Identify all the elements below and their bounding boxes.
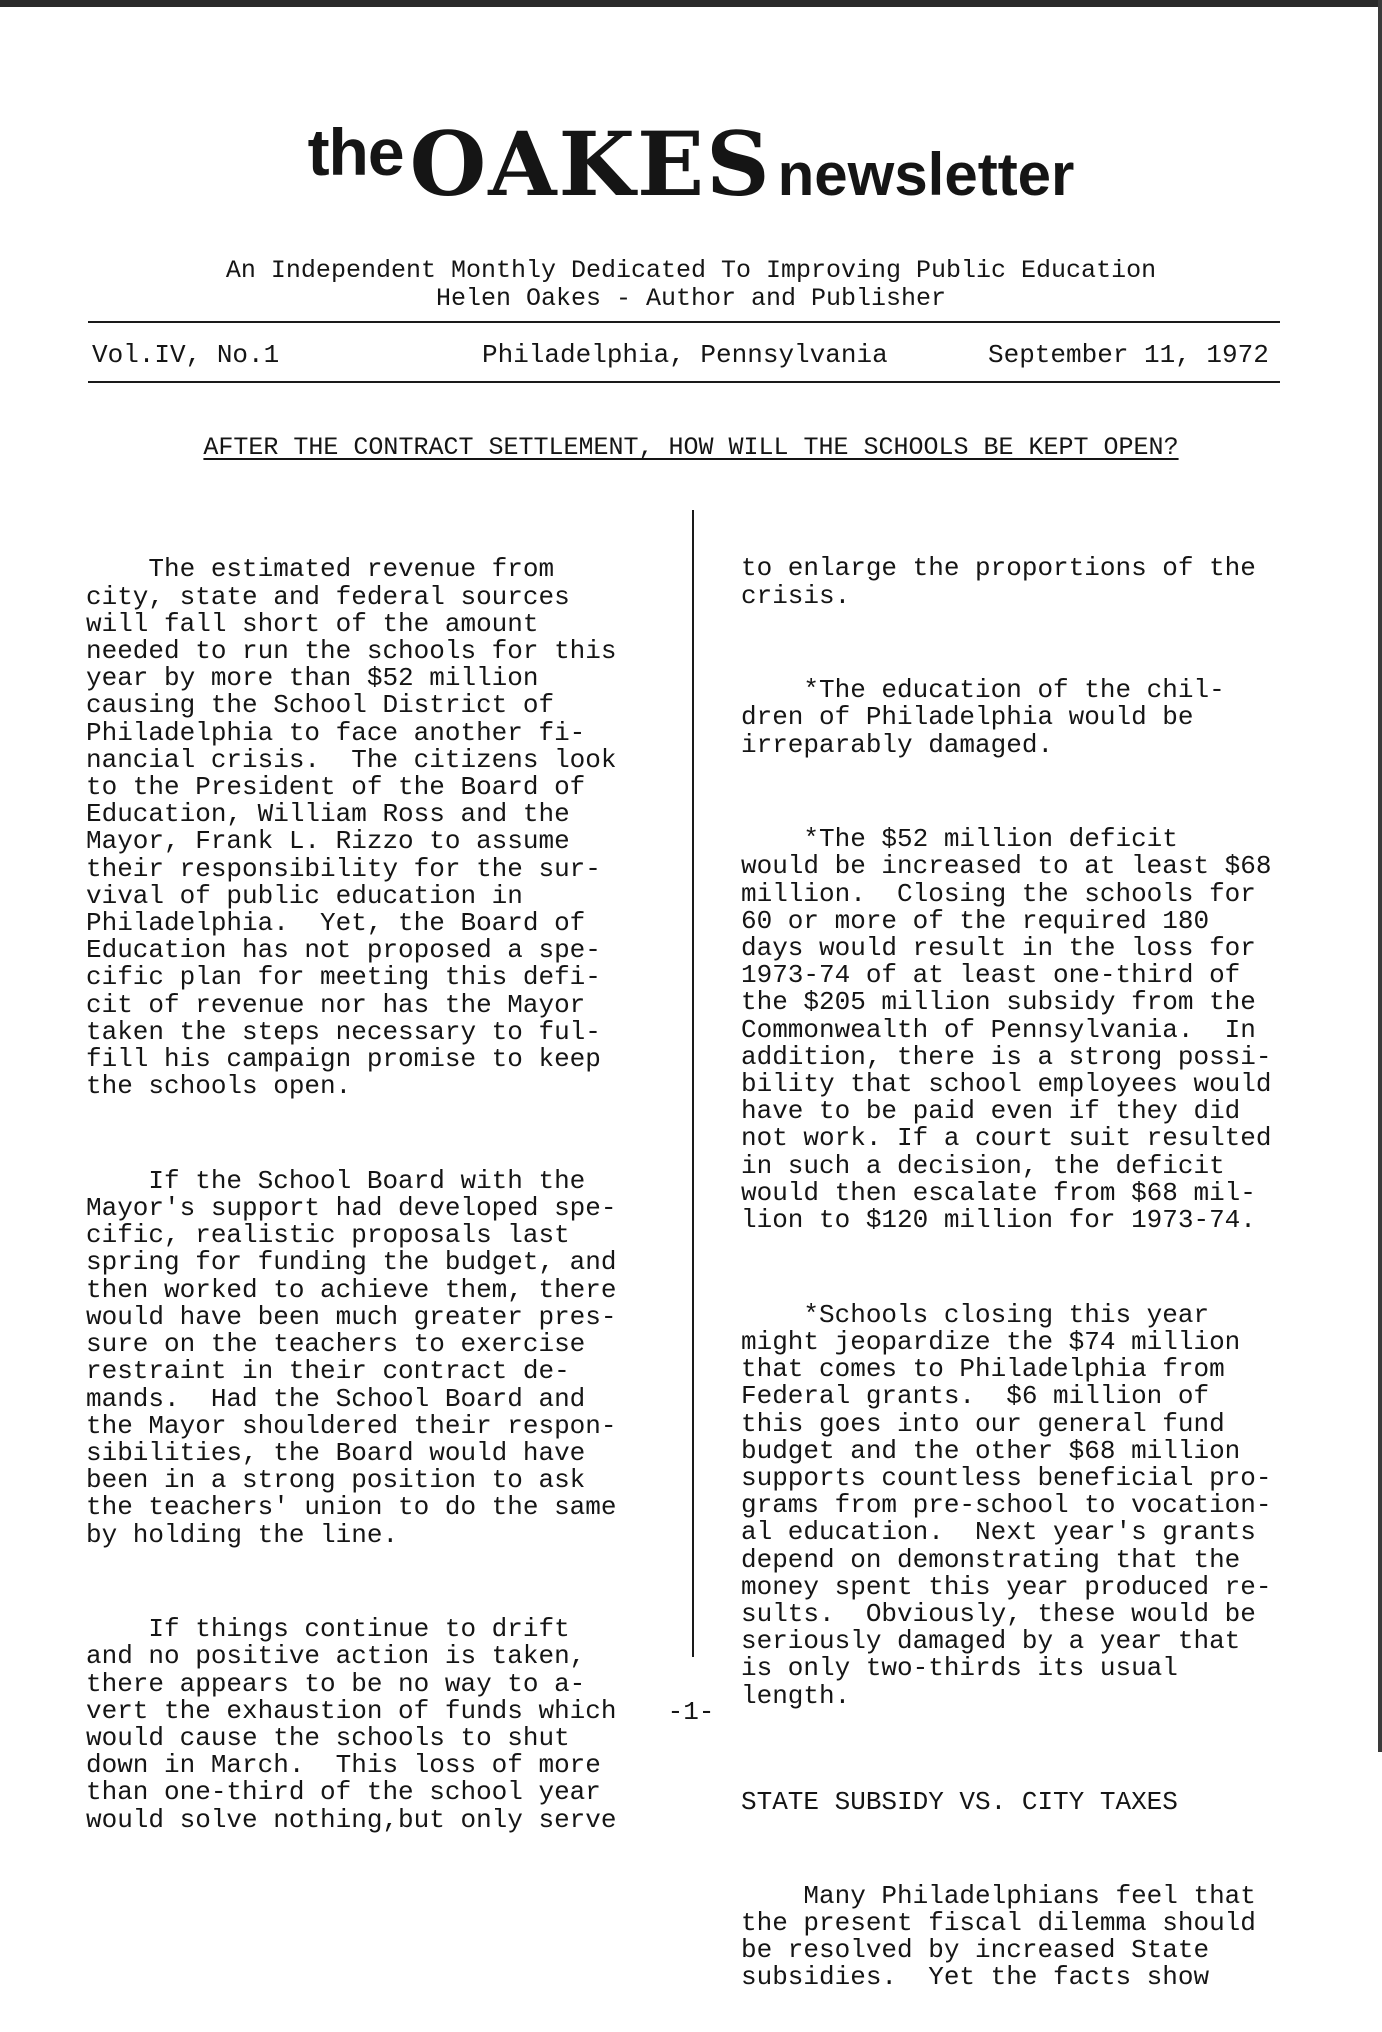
issue-volume: Vol.IV, No.1 bbox=[92, 340, 280, 370]
masthead-title bbox=[0, 112, 1382, 216]
paragraph: *Schools closing this year might jeopardize the $74 million that comes to Philadelphia from Federal grants. $6 million of this goes into our general fund budget and the other $68 million supports countless beneficial pro- grams from pre-school to vocation- al education. Next year's grants depend on demonstrating that the money spent this year produced re- sults. Obviously, these would be seriously damaged by a year that is only two-thirds its usual length. bbox=[741, 1299, 1272, 1711]
paragraph: to enlarge the proportions of the crisis. bbox=[741, 553, 1256, 611]
paragraph: If things continue to drift and no positive action is taken, there appears to be no way to a- vert the exhaustion of funds which would cause the schools to shut down in March. This loss of more than one-third of the school year would solve nothing,but only serve bbox=[86, 1614, 617, 1835]
paragraph: If the School Board with the Mayor's support had developed spe- cific, realistic proposals last spring for funding the budget, and then worked to achieve them, there would have been much greater pres- sure on the teachers to exercise restraint in their contract de- mands. Had the School Board and the Mayor shouldered their respon- sibilities, the Board would have been in a strong position to ask the teachers' union to do the same by holding the line. bbox=[86, 1165, 617, 1550]
top-rule bbox=[88, 321, 1280, 323]
masthead-word-newsletter: newsletter bbox=[777, 141, 1075, 208]
issue-date: September 11, 1972 bbox=[988, 340, 1269, 370]
paragraph: The estimated revenue from city, state and federal sources will fall short of the amount needed to run the schools for this year by more than $52 million causing the School District of Philadelphia to face another fi- nancial crisis. The citizens look to the President of the Board of Education, William Ross and the Mayor, Frank L. Rizzo to assume their responsibility for the sur- vival of public education in Philadelphia. Yet, the Board of Education has not proposed a spe- cific plan for meeting this defi- cit of revenue nor has the Mayor taken the steps necessary to ful- fill his campaign promise to keep the schools open. bbox=[86, 554, 617, 1102]
masthead-word-oakes: OAKES bbox=[409, 112, 772, 216]
issue-location: Philadelphia, Pennsylvania bbox=[482, 340, 888, 370]
subtitle-author: Helen Oakes - Author and Publisher bbox=[435, 284, 947, 313]
paragraph: *The $52 million deficit would be increased to at least $68 million. Closing the schools for 60 or more of the required 180 days would result in the loss for 1973-74 of at least one-third of the $205 million subsidy from the Commonwealth of Pennsylvania. In addition, there is a strong possi- bility that school employees would have to be paid even if they did not work. If a court suit resulted in such a decision, the deficit would then escalate from $68 mil- lion to $120 million for 1973-74. bbox=[741, 824, 1272, 1236]
column-divider bbox=[692, 510, 694, 1657]
paragraph: Many Philadelphians feel that the present fiscal dilemma should be resolved by increased State subsidies. Yet the facts show bbox=[741, 1880, 1256, 1993]
right-column bbox=[741, 501, 1272, 2032]
section-heading: STATE SUBSIDY VS. CITY TAXES bbox=[741, 1787, 1178, 1818]
subtitle-tagline: An Independent Monthly Dedicated To Improving Public Education bbox=[225, 256, 1157, 285]
page-top-border bbox=[0, 0, 1382, 7]
bottom-rule bbox=[88, 381, 1280, 383]
paragraph: *The education of the chil- dren of Philadelphia would be irreparably damaged. bbox=[741, 675, 1225, 760]
masthead-word-the: the bbox=[307, 115, 404, 189]
page-number: -1- bbox=[667, 1697, 715, 1727]
left-column bbox=[86, 502, 617, 1874]
headline-text: AFTER THE CONTRACT SETTLEMENT, HOW WILL THE SCHOOLS BE KEPT OPEN? bbox=[203, 433, 1179, 462]
article-headline bbox=[0, 433, 1382, 462]
